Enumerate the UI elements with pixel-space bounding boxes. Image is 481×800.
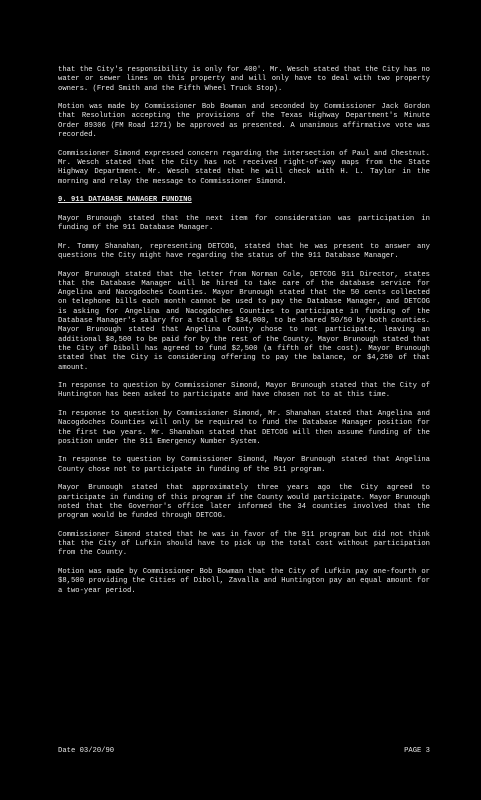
footer-page-number: PAGE 3 xyxy=(404,747,430,755)
paragraph: Mayor Brunough stated that approximately three years ago the City agreed to participate in funding of this program if the County would participate. Mayor Brunough noted that the Governor's office later informed the 34 counties involved that the program would be funded through DETCOG. xyxy=(58,484,430,521)
paragraph: Commissioner Simond expressed concern regarding the intersection of Paul and Chestnut. Mr. Wesch stated that the City has not received right-of-way maps from the State Highway Department. Mr. Wesch stated that he will check with H. L. Taylor in the morning and relay the message to Commissioner Simond. xyxy=(58,149,430,186)
paragraph: In response to question by Commissioner Simond, Mayor Brunough stated that the City of Huntington has been asked to participate and have chosen not to at this time. xyxy=(58,382,430,400)
page-footer xyxy=(58,747,430,756)
paragraph: that the City's responsibility is only for 400'. Mr. Wesch stated that the City has no water or sewer lines on this property and will only have to deal with two property owners. (Fred Smith and the Fifth Wheel Truck Stop). xyxy=(58,66,430,93)
paragraph: In response to question by Commissioner Simond, Mayor Brunough stated that Angelina County chose not to participate in funding of the 911 program. xyxy=(58,456,430,474)
document-body xyxy=(58,66,430,605)
paragraph: Motion was made by Commissioner Bob Bowman and seconded by Commissioner Jack Gordon that Resolution accepting the provisions of the Texas Highway Department's Minute Order 89306 (FM Road 1271) be approved as presented. A unanimous affirmative vote was recorded. xyxy=(58,103,430,140)
section-heading xyxy=(58,196,430,205)
paragraph: Mayor Brunough stated that the letter from Norman Cole, DETCOG 911 Director, states that the Database Manager will be hired to take care of the database service for Angelina and Nacogdoches Counties. Mayor Brunough stated that the 50 cents collected on telephone bills each month cannot be used to pay the Database Manager, and DETCOG is asking for Angelina and Nacogdoches Counties to participate in funding of the Database Manager's salary for a total of $34,000, to be shared 50/50 by both counties. Mayor Brunough stated that Angelina County chose to not participate, leaving an additional $8,500 to be paid for by the rest of the County. Mayor Brunough stated that the City of Diboll has agreed to fund $2,500 (a fifth of the cost). Mayor Brunough stated that the City is considering offering to pay the balance, or $4,250 of that amount. xyxy=(58,270,430,372)
paragraph: Motion was made by Commissioner Bob Bowman that the City of Lufkin pay one-fourth or $8,500 providing the Cities of Diboll, Zavalla and Huntington pay an equal amount for a two-year period. xyxy=(58,568,430,595)
paragraph: Mr. Tommy Shanahan, representing DETCOG, stated that he was present to answer any questions the City might have regarding the status of the 911 Database Manager. xyxy=(58,242,430,260)
section-heading-text: 9. 911 DATABASE MANAGER FUNDING xyxy=(58,196,192,205)
footer-date: Date 03/20/90 xyxy=(58,747,115,755)
paragraph: In response to question by Commissioner Simond, Mr. Shanahan stated that Angelina and Nacogdoches Counties will only be required to fund the Database Manager position for the first two years. Mr. Shanahan stated that DETCOG will then assume funding of the position under the 911 Emergency Number System. xyxy=(58,409,430,446)
paragraph: Mayor Brunough stated that the next item for consideration was participation in funding of the 911 Database Manager. xyxy=(58,214,430,233)
paragraph: Commissioner Simond stated that he was in favor of the 911 program but did not think that the City of Lufkin should have to pick up the total cost without participation from the County. xyxy=(58,530,430,558)
